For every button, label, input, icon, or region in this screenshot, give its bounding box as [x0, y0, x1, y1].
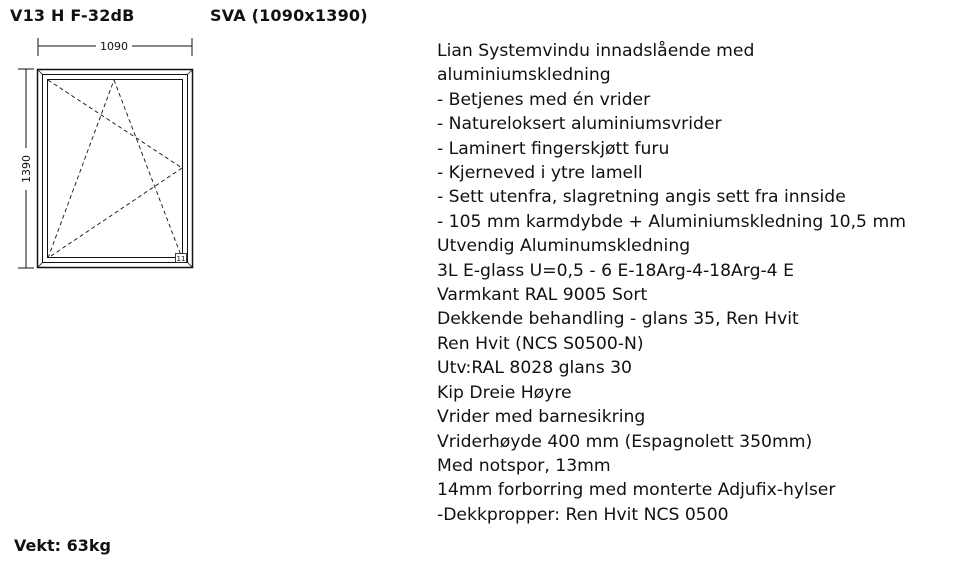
spec-line: Vriderhøyde 400 mm (Espagnolett 350mm)	[437, 431, 813, 452]
spec-line: -Dekkpropper: Ren Hvit NCS 0500	[437, 504, 729, 525]
spec-line: Utv:RAL 8028 glans 30	[437, 358, 632, 379]
spec-line: Varmkant RAL 9005 Sort	[437, 285, 648, 306]
window-variant: SVA (1090x1390)	[210, 6, 368, 25]
spec-line: Lian Systemvindu innadslående med	[437, 41, 755, 61]
spec-line: - Betjenes med én vrider	[437, 89, 651, 110]
spec-line: 14mm forborring med monterte Adjufix-hylser	[437, 480, 836, 501]
spec-line: Kip Dreie Høyre	[437, 382, 572, 403]
spec-line: aluminiumskledning	[437, 65, 611, 86]
spec-line: - Sett utenfra, slagretning angis sett fra innside	[437, 187, 846, 208]
spec-line: Ren Hvit (NCS S0500-N)	[437, 333, 644, 354]
spec-line: - Kjerneved i ytre lamell	[437, 163, 643, 184]
spec-line: Utvendig Aluminumskledning	[437, 236, 691, 257]
width-label: 1090	[100, 40, 128, 53]
spec-line: - 105 mm karmdybde + Aluminiumskledning 10,5 mm	[437, 211, 906, 232]
opening-direction-lines	[48, 80, 182, 258]
product-code: V13 H F-32dB	[10, 6, 135, 25]
spec-line: Dekkende behandling - glans 35, Ren Hvit	[437, 309, 799, 330]
specification-list	[437, 39, 952, 527]
spec-line: - Laminert fingerskjøtt furu	[437, 138, 670, 159]
spec-line: Vrider med barnesikring	[437, 407, 646, 428]
corner-label: 11	[176, 255, 186, 263]
height-label: 1390	[20, 155, 33, 183]
spec-line: 3L E-glass U=0,5 - 6 E-18Arg-4-18Arg-4 E	[437, 260, 794, 281]
spec-line: - Natureloksert aluminiumsvrider	[437, 114, 722, 135]
window-frame	[38, 70, 193, 268]
spec-line: Med notspor, 13mm	[437, 455, 611, 476]
window-drawing	[0, 0, 200, 280]
weight-label: Vekt: 63kg	[14, 536, 111, 555]
